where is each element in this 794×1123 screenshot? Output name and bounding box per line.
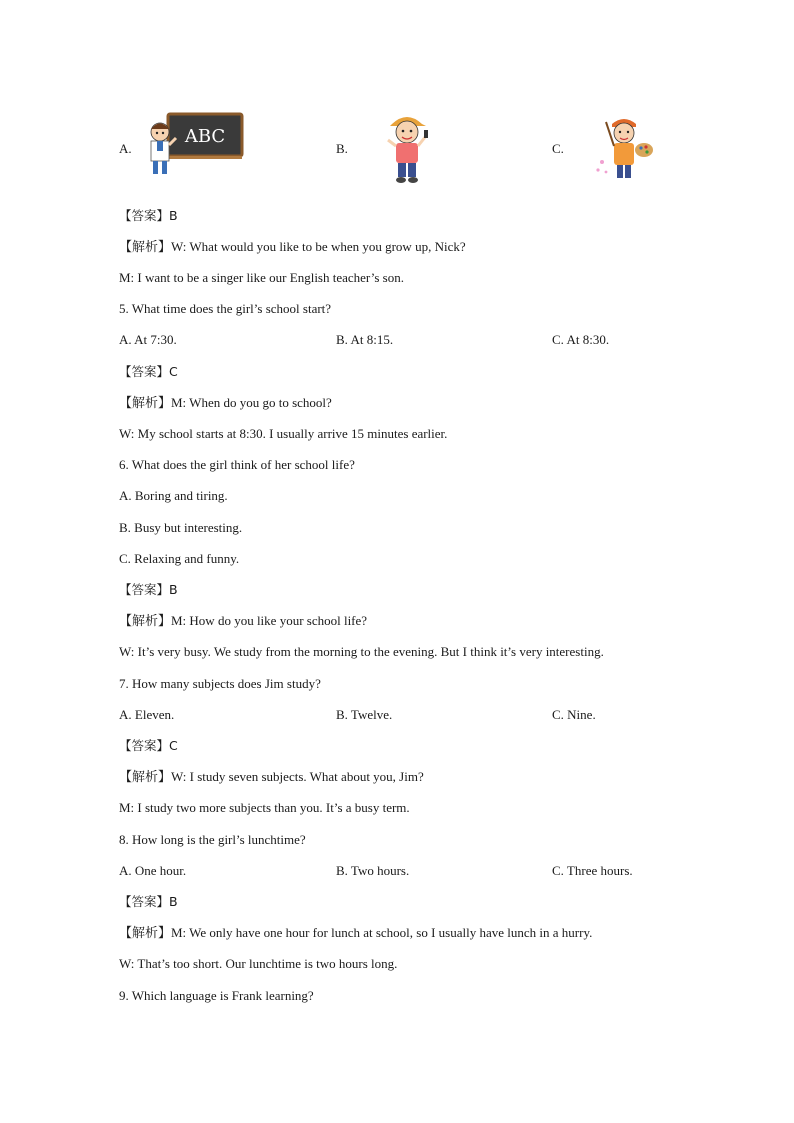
- q5-analysis-line-1: 【解析】M: When do you go to school?: [119, 395, 332, 410]
- q5-option-a: A. At 7:30.: [119, 332, 177, 347]
- q9-question: 9. Which language is Frank learning?: [119, 988, 314, 1003]
- q6-answer: 【答案】B: [119, 582, 178, 597]
- q7-analysis-line-2: M: I study two more subjects than you. It’s a busy term.: [119, 800, 410, 815]
- q8-answer: 【答案】B: [119, 894, 178, 909]
- q8-option-b: B. Two hours.: [336, 863, 410, 878]
- q5-option-c: C. At 8:30.: [552, 332, 610, 347]
- q7-question: 7. How many subjects does Jim study?: [119, 676, 321, 691]
- q6-analysis-line-1: 【解析】M: How do you like your school life?: [119, 613, 368, 628]
- q5-answer: 【答案】C: [119, 364, 178, 379]
- q8-analysis-line-2: W: That’s too short. Our lunchtime is two hours long.: [119, 956, 398, 971]
- q5-question: 5. What time does the girl’s school start?: [119, 301, 332, 316]
- q7-option-b: B. Twelve.: [336, 707, 393, 722]
- q6-question: 6. What does the girl think of her school life?: [119, 457, 355, 472]
- q5-analysis-line-2: W: My school starts at 8:30. I usually arrive 15 minutes earlier.: [119, 426, 448, 441]
- q4-analysis-line-1: 【解析】W: What would you like to be when you grow up, Nick?: [119, 239, 466, 254]
- q8-analysis-line-1: 【解析】M: We only have one hour for lunch at school, so I usually have lunch in a hurry.: [119, 925, 593, 940]
- q6-option-c: C. Relaxing and funny.: [119, 551, 240, 566]
- q7-answer: 【答案】C: [119, 738, 178, 753]
- q8-option-c: C. Three hours.: [552, 863, 633, 878]
- q7-analysis-line-1: 【解析】W: I study seven subjects. What about you, Jim?: [119, 769, 424, 784]
- option-c-label: C.: [552, 141, 564, 156]
- option-b-label: B.: [336, 141, 348, 156]
- q7-option-a: A. Eleven.: [119, 707, 175, 722]
- q6-analysis-line-2: W: It’s very busy. We study from the morning to the evening. But I think it’s very interesting.: [119, 644, 604, 659]
- painter-icon: [592, 112, 657, 184]
- board-text: ABC: [184, 126, 226, 147]
- q4-answer: 【答案】B: [119, 208, 178, 223]
- q8-option-a: A. One hour.: [119, 863, 187, 878]
- q5-option-b: B. At 8:15.: [336, 332, 394, 347]
- q6-option-a: A. Boring and tiring.: [119, 488, 228, 503]
- q8-question: 8. How long is the girl’s lunchtime?: [119, 832, 306, 847]
- q4-analysis-line-2: M: I want to be a singer like our English teacher’s son.: [119, 270, 404, 285]
- q7-option-c: C. Nine.: [552, 707, 596, 722]
- option-a-label: A.: [119, 141, 132, 156]
- q6-option-b: B. Busy but interesting.: [119, 520, 243, 535]
- boy-singer-icon: [380, 110, 435, 188]
- teacher-blackboard-icon: [140, 110, 245, 180]
